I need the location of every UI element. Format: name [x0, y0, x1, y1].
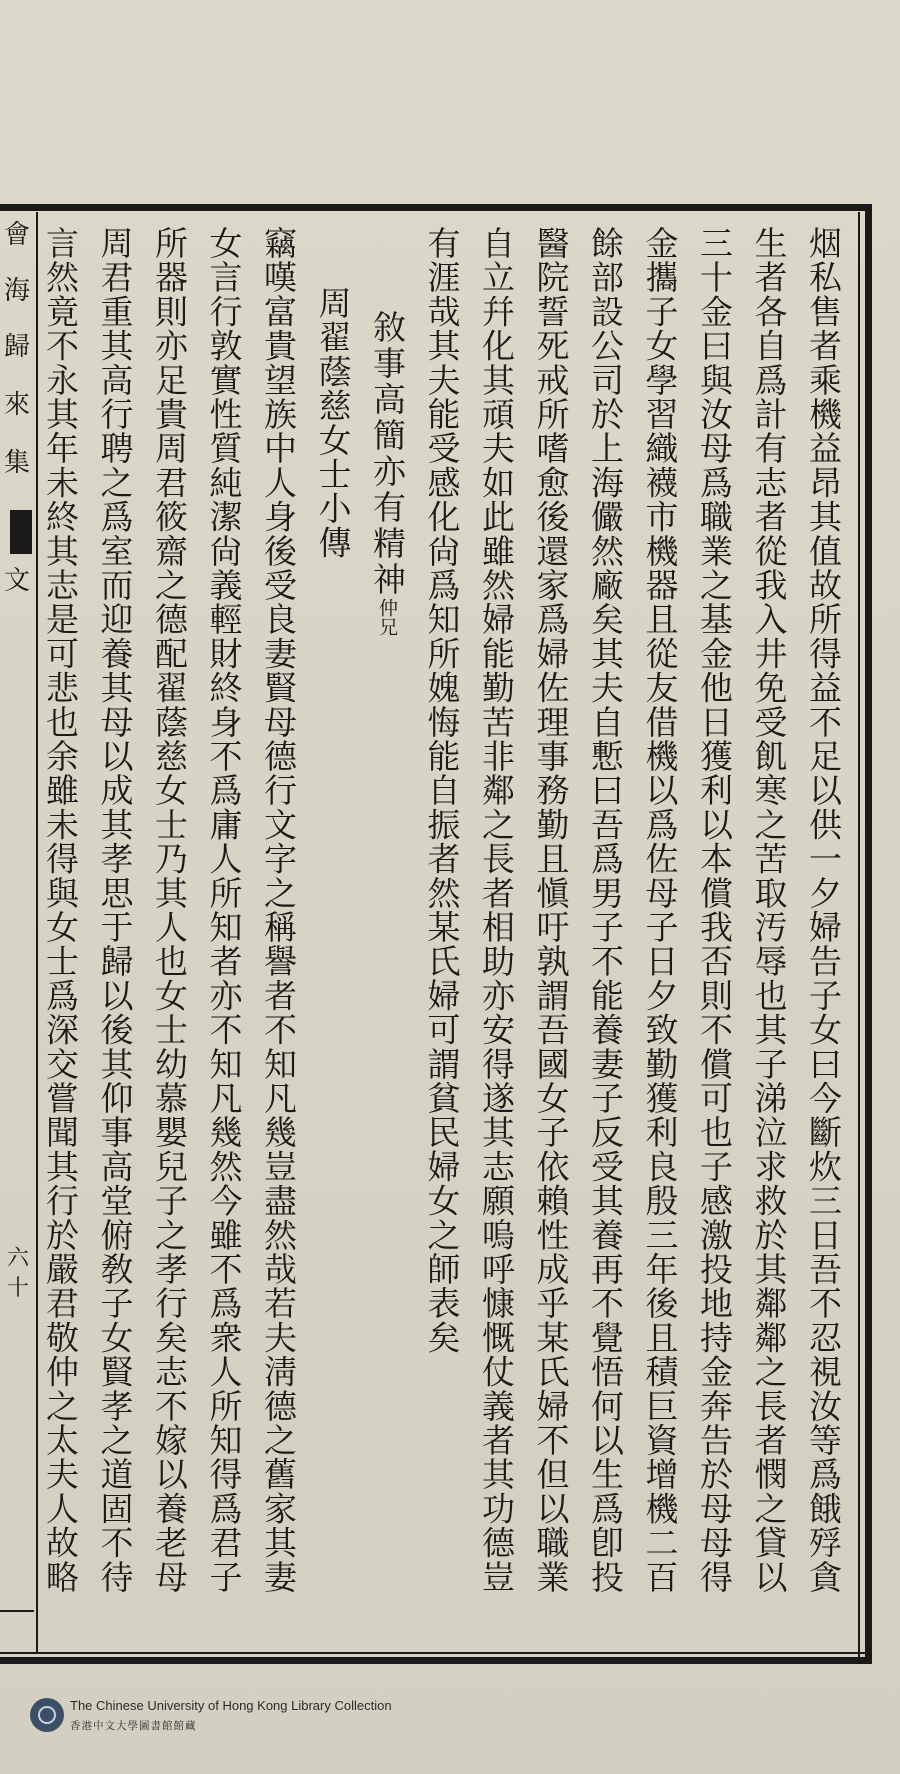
comment-signature: 仲兄	[376, 598, 398, 636]
editor-comment	[360, 226, 415, 1636]
frame-inner-right-rule	[858, 212, 860, 1658]
library-collection-chinese: 香港中文大學圖書館館藏	[70, 1720, 197, 1732]
text-column: 三十金曰與汝母爲職業之基金他日獲利以本償我否則不償可也子感激投地持金奔告於母母得	[695, 226, 734, 1594]
spine-char: 來	[3, 390, 30, 420]
biography-column: 所器則亦足貴周君筱齋之德配翟蔭慈女士乃其人也女士幼慕嬰兒子之孝行矣志不嫁以養老母	[150, 226, 189, 1594]
comment-text: 敘事高簡亦有精神	[368, 310, 407, 598]
spine-char: 海	[3, 276, 30, 306]
biography-column: 女言行敦實性質純潔尙義輕財終身不爲庸人所知者亦不知凡幾然今雖不爲衆人所知得爲君子	[204, 226, 244, 1594]
book-spine-margin	[0, 220, 34, 1640]
text-column: 醫院誓死戒所嗜愈後還家爲婦佐理事務勤且愼吁孰謂吾國女子依賴性成乎某氏婦不但以職業	[531, 226, 571, 1594]
biography-title: 周翟蔭慈女士小傳	[313, 286, 353, 560]
library-watermark	[30, 1696, 630, 1740]
vertical-text-body	[41, 226, 850, 1636]
biography-column: 言然竟不永其年未終其志是可悲也余雖未得與女士爲深交嘗聞其行於嚴君敬仲之太夫人故略	[41, 226, 80, 1594]
spine-char: 集	[3, 448, 30, 478]
biography-column: 周君重其高行聘之爲室而迎養其母以成其孝思于歸以後其仰事高堂俯敎子女賢孝之道固不待	[95, 226, 135, 1594]
spine-fishtail-mark	[10, 510, 32, 554]
text-column: 餘部設公司於上海儼然廠矣其夫自慙曰吾爲男子不能養妻子反受其養再不覺悟何以生爲卽投	[586, 226, 625, 1594]
page-number: 六十	[6, 1246, 27, 1301]
biography-column: 竊嘆富貴望族中人身後受良妻賢母德行文字之稱譽者不知凡幾豈盡然哉若夫淸德之舊家其妻	[259, 226, 298, 1594]
spine-char: 會	[3, 220, 30, 250]
text-column: 自立幷化其頑夫如此雖然婦能勤苦非鄰之長者相助亦安得遂其志願嗚呼慷慨仗義者其功德豈	[477, 226, 516, 1594]
library-seal-icon	[30, 1698, 64, 1732]
library-collection-english: The Chinese University of Hong Kong Library Collection	[70, 1698, 392, 1713]
text-column: 金攜子女學習織襪市機器且從友借機以爲佐母子日夕致勤獲利良殷三年後且積巨資增機二百	[640, 226, 680, 1594]
text-column: 烟私售者乘機益昂其值故所得益不足以供一夕婦告子女曰今斷炊三日吾不忍視汝等爲餓殍貪	[804, 226, 843, 1594]
text-column: 生者各自爲計有志者從我入井免受飢寒之苦取汚辱也其子涕泣求救於其鄰鄰之長者憫之貸以	[749, 226, 789, 1594]
frame-inner-bottom-rule	[0, 1652, 866, 1654]
text-column: 有涯哉其夫能受感化尙爲知所媿悔能自振者然某氏婦可謂貧民婦女之師表矣	[422, 226, 462, 1355]
spine-char: 歸	[3, 332, 30, 362]
spine-tick-rule	[0, 1610, 34, 1612]
spine-section: 文	[3, 566, 30, 596]
